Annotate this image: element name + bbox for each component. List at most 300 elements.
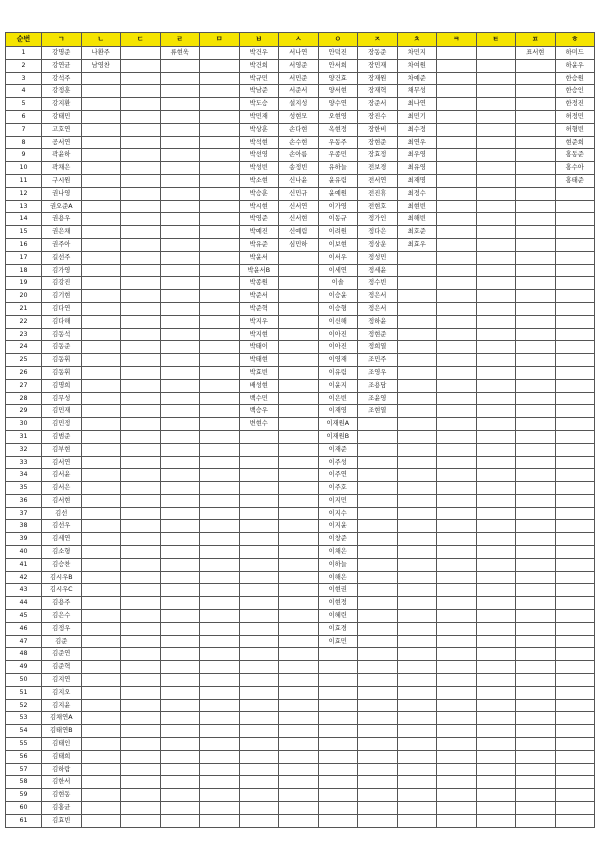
name-cell <box>476 469 516 482</box>
name-cell <box>358 482 398 495</box>
name-cell <box>358 802 398 815</box>
name-cell <box>279 635 319 648</box>
name-cell: 이은빈 <box>318 392 358 405</box>
name-cell <box>279 533 319 546</box>
table-row <box>6 597 595 610</box>
name-cell <box>81 686 121 699</box>
name-cell <box>279 699 319 712</box>
name-cell: 오현영 <box>318 110 358 123</box>
name-cell <box>437 622 477 635</box>
name-cell <box>397 533 437 546</box>
name-cell: 김준혁 <box>42 661 82 674</box>
name-cell <box>279 366 319 379</box>
name-cell: 이지수 <box>318 507 358 520</box>
name-cell <box>200 341 240 354</box>
name-cell <box>200 123 240 136</box>
row-index-cell: 26 <box>6 366 42 379</box>
name-cell <box>160 763 200 776</box>
row-index-cell: 56 <box>6 750 42 763</box>
name-cell <box>555 290 595 303</box>
name-cell: 안덕진 <box>318 47 358 60</box>
name-cell <box>239 635 279 648</box>
name-cell: 장효정 <box>358 149 398 162</box>
name-cell <box>279 674 319 687</box>
table-header <box>6 33 595 47</box>
name-cell <box>397 354 437 367</box>
name-cell <box>160 482 200 495</box>
name-cell <box>81 98 121 111</box>
row-index-cell: 45 <box>6 610 42 623</box>
name-cell: 김서연 <box>42 456 82 469</box>
name-cell <box>121 686 161 699</box>
name-cell <box>239 571 279 584</box>
name-cell: 전진휴 <box>358 187 398 200</box>
name-cell <box>239 622 279 635</box>
table-row <box>6 85 595 98</box>
name-cell <box>555 738 595 751</box>
name-cell <box>516 661 556 674</box>
name-cell <box>279 443 319 456</box>
name-cell <box>318 814 358 827</box>
name-cell <box>279 763 319 776</box>
table-row <box>6 712 595 725</box>
name-cell <box>279 546 319 559</box>
name-cell <box>476 354 516 367</box>
name-cell <box>200 456 240 469</box>
name-cell <box>437 72 477 85</box>
name-cell <box>160 200 200 213</box>
name-cell <box>476 686 516 699</box>
name-cell: 김동석 <box>42 328 82 341</box>
row-index-cell: 16 <box>6 238 42 251</box>
name-cell: 한승원 <box>555 72 595 85</box>
name-cell <box>121 392 161 405</box>
name-cell <box>555 456 595 469</box>
name-cell: 장진수 <box>358 110 398 123</box>
row-index-cell: 39 <box>6 533 42 546</box>
name-cell <box>200 622 240 635</box>
name-cell: 박시현 <box>239 200 279 213</box>
name-cell <box>121 674 161 687</box>
name-cell: 강정훈 <box>42 85 82 98</box>
table-row <box>6 238 595 251</box>
name-cell <box>121 699 161 712</box>
table-row <box>6 136 595 149</box>
name-cell <box>200 213 240 226</box>
name-cell <box>121 520 161 533</box>
name-cell <box>121 725 161 738</box>
name-cell <box>318 789 358 802</box>
name-cell <box>476 494 516 507</box>
name-cell: 박소현 <box>239 174 279 187</box>
name-cell <box>81 110 121 123</box>
name-cell <box>279 712 319 725</box>
name-cell <box>160 712 200 725</box>
name-cell <box>81 789 121 802</box>
name-cell <box>437 379 477 392</box>
name-cell <box>437 686 477 699</box>
name-cell <box>358 456 398 469</box>
name-cell <box>318 802 358 815</box>
name-cell <box>437 392 477 405</box>
name-cell <box>279 264 319 277</box>
name-cell: 이아진 <box>318 328 358 341</box>
name-cell <box>200 674 240 687</box>
name-cell <box>121 162 161 175</box>
header-index-cell: 순번 <box>6 33 42 47</box>
table-row <box>6 674 595 687</box>
name-cell <box>476 226 516 239</box>
name-cell <box>160 674 200 687</box>
name-cell <box>555 251 595 264</box>
name-cell: 최나연 <box>397 98 437 111</box>
name-cell: 이서우 <box>318 251 358 264</box>
name-cell <box>200 98 240 111</box>
name-cell <box>516 187 556 200</box>
name-cell <box>437 366 477 379</box>
name-cell: 최효우 <box>397 238 437 251</box>
name-cell <box>160 264 200 277</box>
name-cell <box>81 430 121 443</box>
name-cell: 김준연 <box>42 648 82 661</box>
name-cell <box>121 571 161 584</box>
name-cell <box>200 405 240 418</box>
name-cell <box>555 546 595 559</box>
name-cell <box>121 315 161 328</box>
table-row <box>6 494 595 507</box>
row-index-cell: 7 <box>6 123 42 136</box>
name-cell <box>81 597 121 610</box>
name-cell <box>160 494 200 507</box>
name-cell <box>437 725 477 738</box>
name-cell <box>516 584 556 597</box>
name-cell: 이채은 <box>318 546 358 559</box>
name-cell: 홍태준 <box>555 174 595 187</box>
name-cell <box>160 366 200 379</box>
name-cell <box>516 520 556 533</box>
row-index-cell: 53 <box>6 712 42 725</box>
name-cell <box>476 699 516 712</box>
name-cell: 강연균 <box>42 59 82 72</box>
name-cell <box>516 776 556 789</box>
table-row <box>6 72 595 85</box>
name-cell <box>437 712 477 725</box>
name-cell <box>437 558 477 571</box>
table-row <box>6 482 595 495</box>
name-cell: 이재영 <box>318 405 358 418</box>
name-cell: 남영찬 <box>81 59 121 72</box>
name-cell <box>476 187 516 200</box>
name-cell: 정하윤 <box>358 315 398 328</box>
name-cell: 최현빈 <box>397 200 437 213</box>
name-cell <box>516 482 556 495</box>
name-cell <box>239 648 279 661</box>
name-cell <box>516 597 556 610</box>
table-row <box>6 123 595 136</box>
name-cell <box>476 610 516 623</box>
name-cell <box>200 187 240 200</box>
name-cell <box>516 712 556 725</box>
name-cell <box>437 136 477 149</box>
name-cell <box>279 584 319 597</box>
name-cell <box>200 546 240 559</box>
name-cell <box>239 789 279 802</box>
name-cell <box>437 110 477 123</box>
name-cell: 김정우 <box>42 622 82 635</box>
name-cell: 박준서 <box>239 290 279 303</box>
name-cell <box>81 546 121 559</box>
name-cell: 김소형 <box>42 546 82 559</box>
name-cell: 정성민 <box>358 251 398 264</box>
name-cell <box>160 418 200 431</box>
name-cell <box>200 725 240 738</box>
name-cell <box>121 533 161 546</box>
name-cell: 전현호 <box>358 200 398 213</box>
name-cell <box>279 494 319 507</box>
name-cell <box>516 533 556 546</box>
name-cell <box>121 213 161 226</box>
name-cell <box>200 686 240 699</box>
header-initial-cell: ㄴ <box>81 33 121 47</box>
name-cell <box>476 558 516 571</box>
name-cell <box>81 533 121 546</box>
name-cell <box>121 226 161 239</box>
name-cell <box>397 763 437 776</box>
name-cell <box>516 123 556 136</box>
name-cell <box>476 59 516 72</box>
name-cell <box>200 47 240 60</box>
name-cell: 김시우C <box>42 584 82 597</box>
name-cell <box>555 610 595 623</box>
name-cell: 안서희 <box>318 59 358 72</box>
row-index-cell: 60 <box>6 802 42 815</box>
row-index-cell: 6 <box>6 110 42 123</box>
name-cell <box>555 392 595 405</box>
name-cell: 김한서 <box>42 776 82 789</box>
name-cell <box>160 290 200 303</box>
name-cell: 최연우 <box>397 136 437 149</box>
name-cell <box>318 699 358 712</box>
name-cell <box>279 251 319 264</box>
name-cell <box>279 814 319 827</box>
name-cell <box>121 302 161 315</box>
name-cell: 강석주 <box>42 72 82 85</box>
name-cell <box>397 520 437 533</box>
name-cell <box>160 597 200 610</box>
row-index-cell: 3 <box>6 72 42 85</box>
table-row <box>6 405 595 418</box>
name-cell: 박윤서 <box>239 251 279 264</box>
name-cell <box>555 661 595 674</box>
name-cell <box>239 430 279 443</box>
row-index-cell: 12 <box>6 187 42 200</box>
name-cell <box>279 802 319 815</box>
name-cell <box>476 277 516 290</box>
name-cell <box>358 507 398 520</box>
name-cell <box>200 59 240 72</box>
name-cell <box>397 584 437 597</box>
name-cell <box>516 558 556 571</box>
table-row <box>6 635 595 648</box>
name-cell <box>160 226 200 239</box>
name-cell <box>437 674 477 687</box>
name-cell <box>200 418 240 431</box>
name-cell <box>279 571 319 584</box>
name-cell <box>160 802 200 815</box>
name-cell <box>555 418 595 431</box>
row-index-cell: 11 <box>6 174 42 187</box>
name-cell <box>437 469 477 482</box>
name-cell <box>200 136 240 149</box>
name-cell: 박준혁 <box>239 302 279 315</box>
name-cell: 박윤서B <box>239 264 279 277</box>
name-cell <box>121 546 161 559</box>
name-cell <box>81 738 121 751</box>
name-cell <box>437 47 477 60</box>
name-cell: 정현준 <box>358 328 398 341</box>
name-cell <box>160 392 200 405</box>
name-cell <box>397 546 437 559</box>
name-cell <box>358 776 398 789</box>
name-cell <box>239 763 279 776</box>
name-cell <box>160 251 200 264</box>
row-index-cell: 18 <box>6 264 42 277</box>
table-row <box>6 315 595 328</box>
name-cell <box>358 610 398 623</box>
name-cell: 신예림 <box>279 226 319 239</box>
name-cell <box>121 85 161 98</box>
name-cell <box>160 379 200 392</box>
name-cell: 정가인 <box>358 213 398 226</box>
name-cell <box>200 750 240 763</box>
name-cell: 최재명 <box>397 174 437 187</box>
table-row <box>6 546 595 559</box>
name-cell: 허정민 <box>555 110 595 123</box>
name-cell <box>437 277 477 290</box>
name-cell <box>121 558 161 571</box>
name-cell <box>81 802 121 815</box>
name-cell <box>81 341 121 354</box>
name-cell <box>437 533 477 546</box>
name-cell: 표서현 <box>516 47 556 60</box>
name-cell <box>200 72 240 85</box>
name-cell <box>476 379 516 392</box>
name-cell <box>437 238 477 251</box>
name-cell <box>397 558 437 571</box>
name-cell <box>279 469 319 482</box>
name-cell <box>555 814 595 827</box>
name-cell <box>437 520 477 533</box>
name-cell <box>437 546 477 559</box>
name-cell <box>358 622 398 635</box>
name-cell <box>81 162 121 175</box>
name-cell <box>437 418 477 431</box>
header-initial-cell: ㄱ <box>42 33 82 47</box>
name-cell <box>200 85 240 98</box>
name-cell: 차예준 <box>397 72 437 85</box>
name-cell: 서영준 <box>279 59 319 72</box>
name-cell <box>121 341 161 354</box>
name-cell: 김효빈 <box>42 814 82 827</box>
name-cell <box>81 302 121 315</box>
name-cell: 이아진 <box>318 341 358 354</box>
name-cell <box>476 251 516 264</box>
name-cell <box>516 814 556 827</box>
name-cell <box>476 123 516 136</box>
name-cell <box>397 315 437 328</box>
name-cell <box>200 290 240 303</box>
name-cell: 이효경 <box>318 622 358 635</box>
name-cell <box>239 725 279 738</box>
name-cell <box>555 699 595 712</box>
table-row <box>6 302 595 315</box>
name-cell <box>200 302 240 315</box>
name-cell: 조윤영 <box>358 392 398 405</box>
table-body <box>6 47 595 828</box>
name-cell <box>476 366 516 379</box>
header-initial-cell: ㅁ <box>200 33 240 47</box>
header-initial-cell: ㅅ <box>279 33 319 47</box>
table-row <box>6 648 595 661</box>
name-cell: 강명준 <box>42 47 82 60</box>
name-cell <box>239 712 279 725</box>
name-cell <box>318 661 358 674</box>
header-initial-cell: ㅋ <box>437 33 477 47</box>
name-cell <box>318 750 358 763</box>
name-cell <box>121 379 161 392</box>
table-row <box>6 200 595 213</box>
name-cell: 김가영 <box>42 264 82 277</box>
name-cell: 조민주 <box>358 354 398 367</box>
name-cell <box>516 469 556 482</box>
table-row <box>6 392 595 405</box>
name-cell: 류현욱 <box>160 47 200 60</box>
name-cell <box>437 264 477 277</box>
header-initial-cell: ㅎ <box>555 33 595 47</box>
name-cell <box>160 341 200 354</box>
name-cell <box>476 328 516 341</box>
name-cell <box>121 648 161 661</box>
name-roster-table <box>5 32 595 828</box>
name-cell: 권주아 <box>42 238 82 251</box>
name-cell <box>318 648 358 661</box>
name-cell <box>476 635 516 648</box>
name-cell <box>81 584 121 597</box>
name-cell <box>555 533 595 546</box>
name-cell: 한승인 <box>555 85 595 98</box>
row-index-cell: 38 <box>6 520 42 533</box>
name-cell <box>239 469 279 482</box>
name-cell: 김동휘 <box>42 354 82 367</box>
row-index-cell: 5 <box>6 98 42 111</box>
table-row <box>6 469 595 482</box>
name-cell <box>160 149 200 162</box>
name-cell: 신민규 <box>279 187 319 200</box>
name-cell <box>121 277 161 290</box>
name-cell: 김세연 <box>42 533 82 546</box>
name-cell <box>437 776 477 789</box>
name-cell <box>516 264 556 277</box>
name-cell: 이솔 <box>318 277 358 290</box>
name-cell <box>81 366 121 379</box>
name-cell: 유하늘 <box>318 162 358 175</box>
name-cell <box>160 469 200 482</box>
name-cell <box>476 264 516 277</box>
name-cell <box>516 238 556 251</box>
name-cell <box>397 456 437 469</box>
name-cell <box>121 482 161 495</box>
name-cell <box>279 418 319 431</box>
